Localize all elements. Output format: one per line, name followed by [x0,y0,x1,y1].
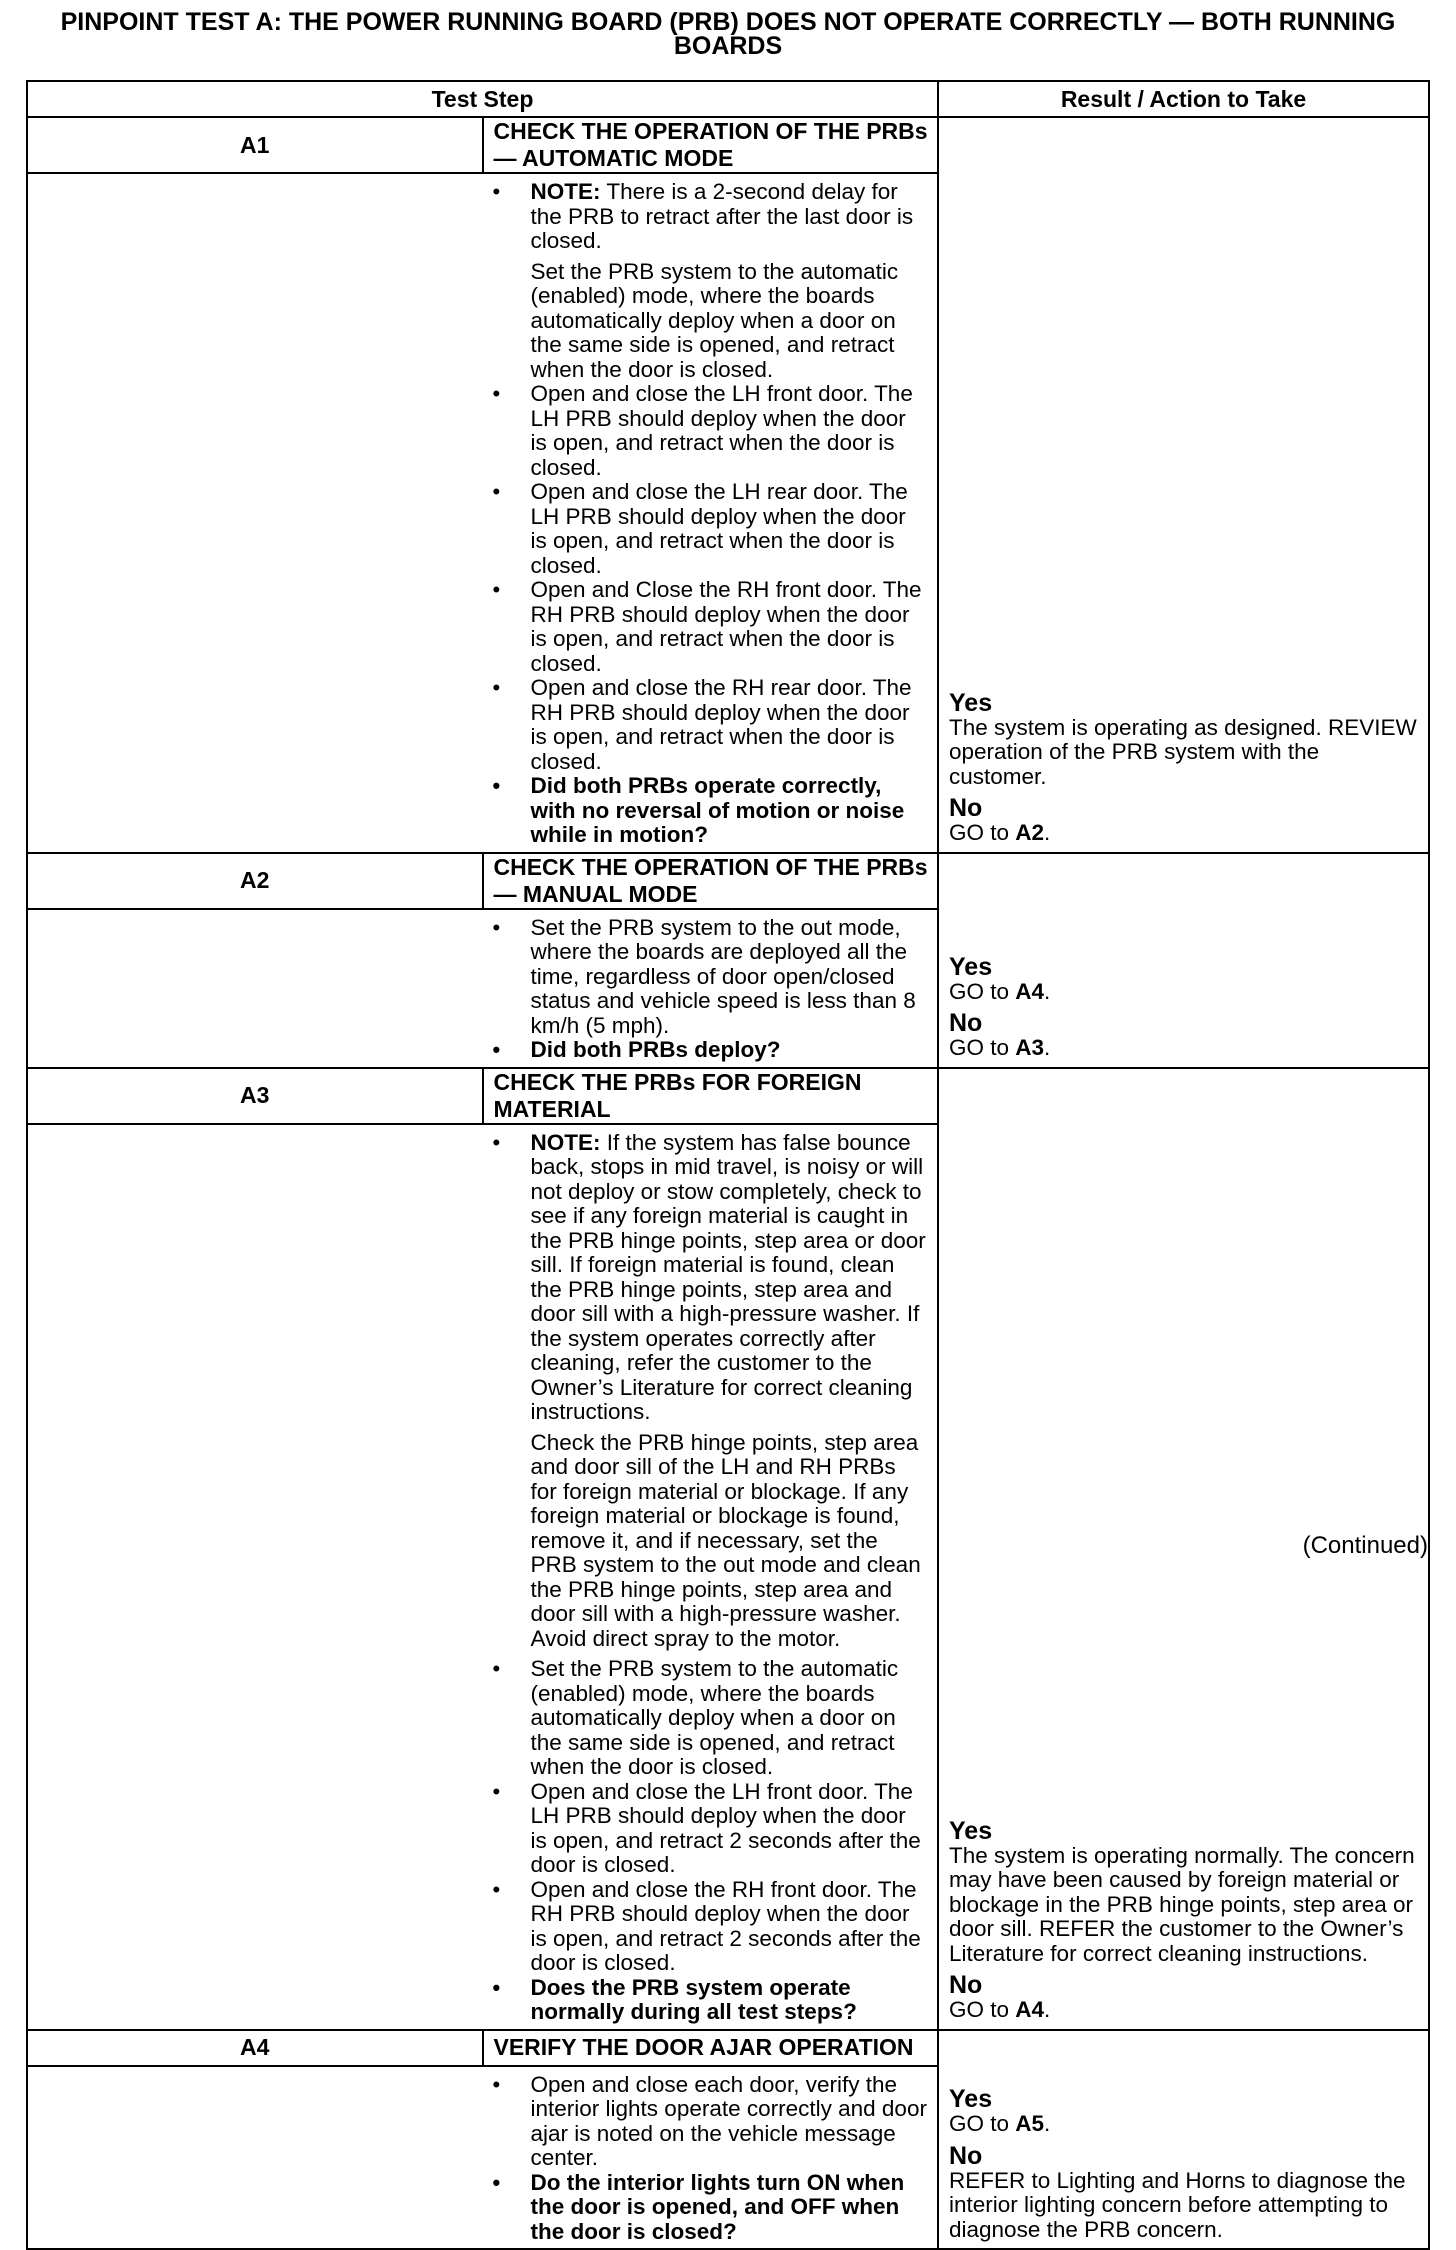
step-a3-body [483,1124,939,2030]
step-a1-body [483,173,939,853]
step-a2-result [938,853,1429,1068]
yes-label: Yes [949,688,993,717]
yes-text: GO to A5. [949,2111,1051,2136]
step-a4-title-row [27,2030,1429,2066]
yes-text: GO to A4. [949,978,1051,1004]
no-text: GO to A2. [949,820,1051,845]
step-a1-title-row [27,117,1429,173]
step-paragraph: Check the PRB hinge points, step area and door sill of the LH and RH PRBs for foreign material or blockage. If any foreign material or blockage is found, remove it, and if necessary, set the PRB system to the out mode and clean the PRB hinge points, step area and door sill with a high-pressure washer. Avoid direct spray to the motor. [530,1429,921,1651]
no-label: No [949,2141,983,2170]
continued-label: (Continued) [1302,1532,1428,1559]
step-title: VERIFY THE DOOR AJAR OPERATION [483,2030,939,2066]
list-item: • Set the PRB system to the automatic (enabled) mode, where the boards automatically deploy when a door on the same side is opened, and retract when the door is closed. [483,1657,928,1780]
step-question: • Do the interior lights turn ON when the door is opened, and OFF when the door is closed? [483,2171,928,2245]
step-a3-title-row [27,1068,1429,1124]
step-id: A3 [27,1068,483,1124]
list-item: • Open and close the LH front door. The LH PRB should deploy when the door is open, and retract when the door is closed. [483,382,928,480]
list-item: • Open and close the LH front door. The LH PRB should deploy when the door is open, and retract 2 seconds after the door is closed. [483,1780,928,1878]
step-a4-body [483,2066,939,2250]
step-paragraph: Set the PRB system to the automatic (enabled) mode, where the boards automatically deploy when a door on the same side is opened, and retract when the door is closed. [530,258,899,382]
list-item: • NOTE: There is a 2-second delay for the PRB to retract after the last door is closed. [483,180,928,254]
step-a1-result [938,117,1429,853]
list-item: • Open and close each door, verify the interior lights operate correctly and door ajar is noted on the vehicle message center. [483,2073,928,2171]
no-label: No [949,1971,983,1999]
yes-label: Yes [949,2085,993,2113]
yes-text: The system is operating normally. The concern may have been caused by foreign material or blockage in the PRB hinge points, step area or door sill. REFER the customer to the Owner’s Literature for correct cleaning instructions. [949,1842,1415,1966]
list-item: • Open and Close the RH front door. The RH PRB should deploy when the door is open, and retract when the door is closed. [483,578,928,676]
no-label: No [949,794,983,822]
list-item: • Open and close the RH front door. The RH PRB should deploy when the door is open, and retract 2 seconds after the door is closed. [483,1878,928,1976]
step-question: • Did both PRBs operate correctly, with no reversal of motion or noise while in motion? [483,774,928,848]
step-title: CHECK THE PRBs FOR FOREIGN MATERIAL [483,1068,939,1124]
step-id: A1 [27,117,483,173]
list-item: • Open and close the LH rear door. The LH PRB should deploy when the door is open, and retract when the door is closed. [483,480,928,578]
step-id: A4 [27,2030,483,2066]
step-title: CHECK THE OPERATION OF THE PRBs — AUTOMATIC MODE [483,117,939,173]
step-a2-body [483,909,939,1068]
yes-label: Yes [949,952,993,981]
step-a4-result [938,2030,1429,2250]
page-title: PINPOINT TEST A: THE POWER RUNNING BOARD (PRB) DOES NOT OPERATE CORRECTLY — BOTH RUNNING BOARDS [60,8,1396,60]
step-question: • Did both PRBs deploy? [483,1038,928,1063]
no-label: No [949,1009,983,1037]
step-question: • Does the PRB system operate normally during all test steps? [483,1976,928,2025]
yes-text: The system is operating as designed. REVIEW operation of the PRB system with the customer. [949,714,1417,789]
header-test-step: Test Step [27,81,938,117]
table-header-row [27,81,1429,117]
step-a2-title-row [27,853,1429,909]
list-item: • NOTE: If the system has false bounce back, stops in mid travel, is noisy or will not deploy or stow completely, check to see if any foreign material is caught in the PRB hinge points, step area or door sill. If foreign material is found, clean the PRB hinge points, step area and door sill with a high-pressure washer. If the system operates correctly after cleaning, refer the customer to the Owner’s Literature for correct cleaning instructions. [483,1131,928,1425]
list-item: • Set the PRB system to the out mode, where the boards are deployed all the time, regardless of door open/closed status and vehicle speed is less than 8 km/h (5 mph). [483,916,928,1039]
list-item: • Open and close the RH rear door. The RH PRB should deploy when the door is open, and retract when the door is closed. [483,676,928,774]
no-text: GO to A4. [949,1997,1051,2022]
no-text: GO to A3. [949,1035,1051,1060]
yes-label: Yes [949,1816,993,1845]
step-id: A2 [27,853,483,909]
header-result: Result / Action to Take [938,81,1429,117]
pinpoint-test-table [26,80,1430,2250]
no-text: REFER to Lighting and Horns to diagnose the interior lighting concern before attempting to diagnose the PRB concern. [949,2167,1406,2242]
step-title: CHECK THE OPERATION OF THE PRBs — MANUAL MODE [483,853,939,909]
